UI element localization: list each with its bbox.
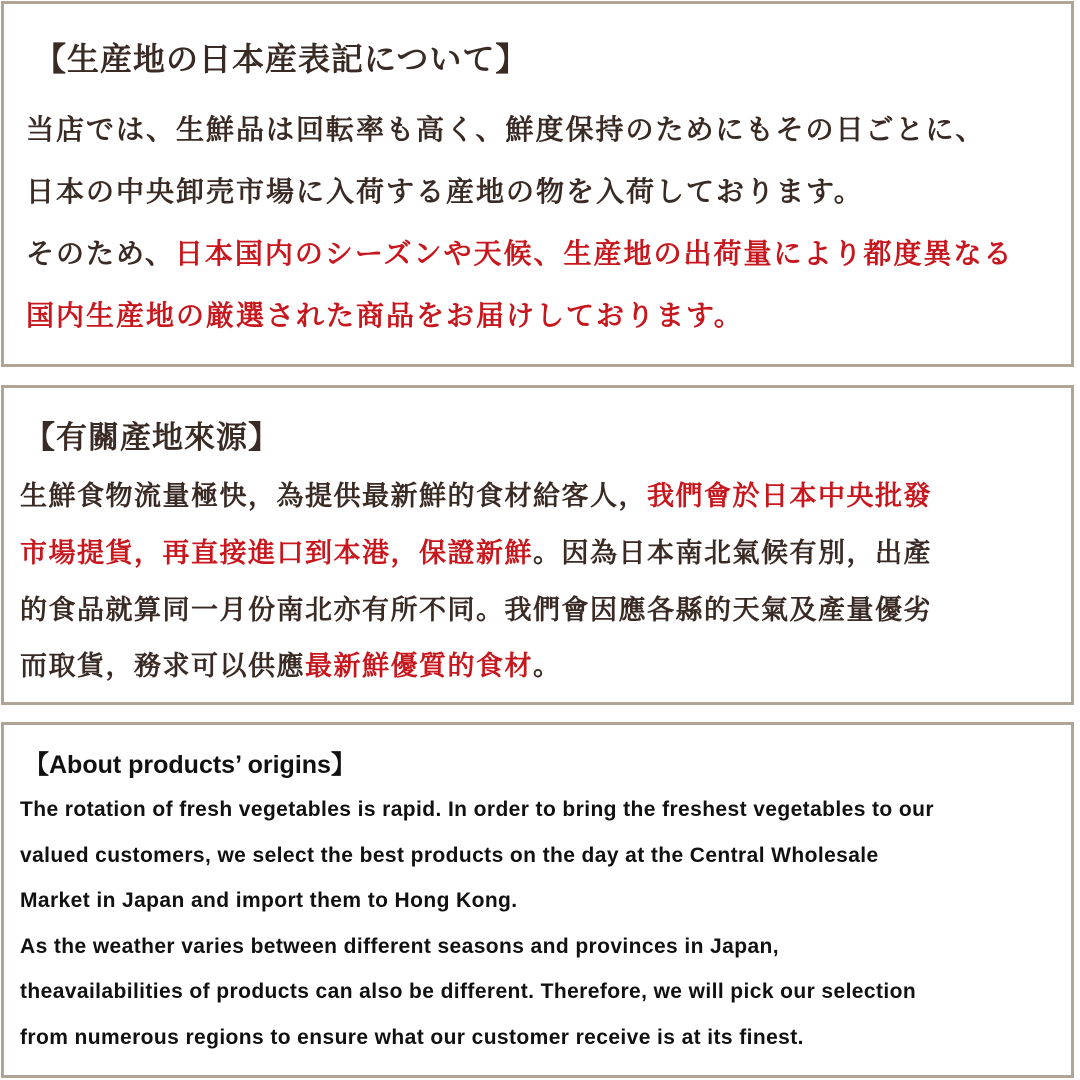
chinese-line-4-plain: 而取貨，務求可以供應 xyxy=(20,651,305,682)
english-line-1: The rotation of fresh vegetables is rapid. In order to bring the freshest vegetables to our xyxy=(20,798,934,821)
english-line-3: Market in Japan and import them to Hong Kong. xyxy=(20,889,518,912)
japanese-title: 【生産地の日本産表記について】 xyxy=(34,40,529,78)
english-line-4: As the weather varies between different seasons and provinces in Japan, xyxy=(20,935,779,958)
japanese-line-2: 日本の中央卸売市場に入荷する産地の物を入荷しております。 xyxy=(26,175,864,208)
japanese-line-4-highlight: 国内生産地の厳選された商品をお届けしております。 xyxy=(26,299,744,332)
chinese-line-2 xyxy=(20,531,932,570)
japanese-line-3 xyxy=(26,232,1014,272)
japanese-line-1: 当店では、生鮮品は回転率も高く、鮮度保持のためにもその日ごとに、 xyxy=(26,113,986,146)
english-line-5: theavailabilities of products can also be different. Therefore, we will pick our selection xyxy=(20,980,917,1003)
chinese-line-3: 的食品就算同一月份南北亦有所不同。我們會因應各縣的天氣及產量優劣 xyxy=(20,595,932,626)
chinese-line-1 xyxy=(20,474,932,513)
english-line-6: from numerous regions to ensure what our customer receive is at its finest. xyxy=(20,1026,804,1049)
chinese-origin-panel xyxy=(1,385,1074,705)
english-title: 【About products’ origins】 xyxy=(24,751,356,779)
chinese-line-2-highlight: 市場提貨，再直接進口到本港，保證新鮮 xyxy=(20,538,533,569)
english-line-2: valued customers, we select the best products on the day at the Central Wholesale xyxy=(20,844,879,867)
chinese-line-4 xyxy=(20,644,562,683)
japanese-line-3-plain: そのため、 xyxy=(26,237,175,270)
english-origin-panel xyxy=(1,722,1074,1078)
chinese-line-2-plain: 。因為日本南北氣候有別，出產 xyxy=(533,538,932,569)
chinese-line-1-highlight: 我們會於日本中央批發 xyxy=(647,481,932,512)
japanese-origin-panel xyxy=(1,1,1074,367)
chinese-line-4-end: 。 xyxy=(533,651,562,682)
chinese-title: 【有關產地來源】 xyxy=(24,420,280,456)
chinese-line-4-highlight: 最新鮮優質的食材 xyxy=(305,651,533,682)
japanese-line-3-highlight: 日本国内のシーズンや天候、生産地の出荷量により都度異なる xyxy=(174,237,1014,270)
chinese-line-1-plain: 生鮮食物流量極快，為提供最新鮮的食材給客人， xyxy=(20,481,647,512)
